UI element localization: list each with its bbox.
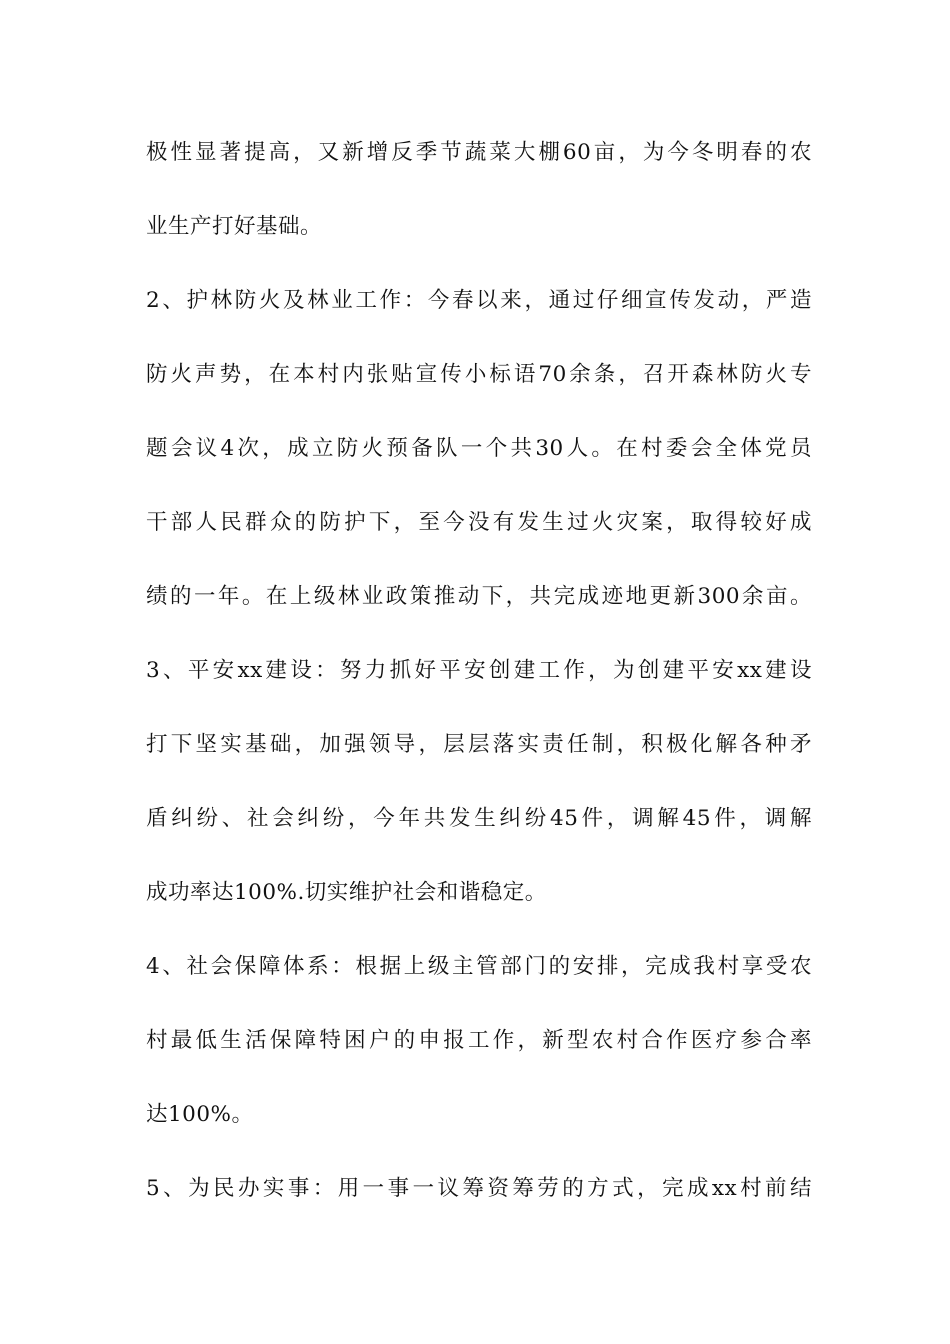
text-line: 达100%。 [146,1102,254,1127]
text-line: 极性显著提高，又新增反季节蔬菜大棚60亩，为今冬明春的农 [146,140,812,165]
text-line: 绩的一年。在上级林业政策推动下，共完成迹地更新300余亩。 [146,584,812,609]
text-line: 2、护林防火及林业工作：今春以来，通过仔细宣传发动，严造 [146,288,812,313]
text-line: 题会议4次，成立防火预备队一个共30人。在村委会全体党员 [146,436,812,461]
text-line: 干部人民群众的防护下，至今没有发生过火灾案，取得较好成 [146,510,812,535]
text-line: 盾纠纷、社会纠纷，今年共发生纠纷45件，调解45件，调解 [146,806,812,831]
text-line: 4、社会保障体系：根据上级主管部门的安排，完成我村享受农 [146,954,812,979]
text-line: 村最低生活保障特困户的申报工作，新型农村合作医疗参合率 [146,1028,812,1053]
text-line: 5、为民办实事：用一事一议筹资筹劳的方式，完成xx村前结 [146,1176,812,1201]
text-line: 打下坚实基础，加强领导，层层落实责任制，积极化解各种矛 [146,732,812,757]
document-body [146,128,812,1238]
text-line: 3、平安xx建设：努力抓好平安创建工作，为创建平安xx建设 [146,658,812,683]
text-line: 业生产打好基础。 [146,214,323,239]
text-line: 防火声势，在本村内张贴宣传小标语70余条，召开森林防火专 [146,362,812,387]
text-line: 成功率达100%.切实维护社会和谐稳定。 [146,880,547,905]
